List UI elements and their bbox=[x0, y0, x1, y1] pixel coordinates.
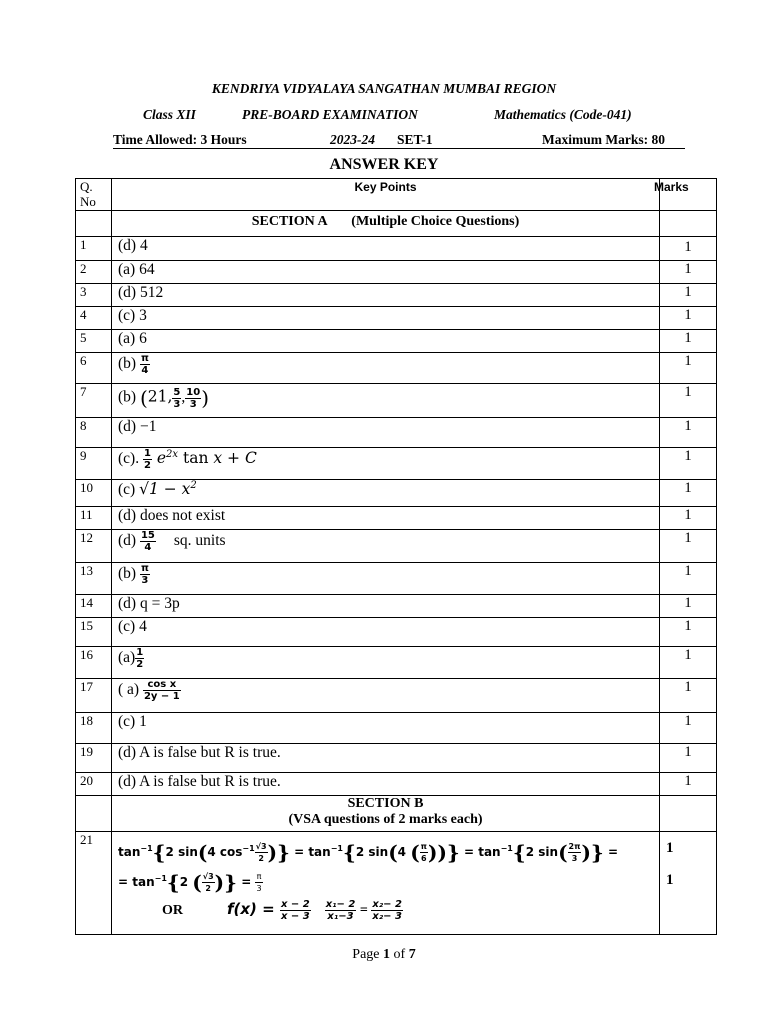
page-title: ANSWER KEY bbox=[329, 156, 439, 173]
section-a-heading: SECTION A (Multiple Choice Questions) bbox=[112, 211, 660, 237]
section-b-row bbox=[76, 796, 717, 832]
exam-label: PRE-BOARD EXAMINATION bbox=[242, 107, 418, 122]
answer: (c) 4 bbox=[112, 618, 660, 647]
table-row bbox=[76, 744, 717, 773]
question-number: 18 bbox=[76, 713, 112, 744]
answer: (d) −1 bbox=[112, 418, 660, 448]
answer: (c). $\frac{1}{2}$ $e^{2x}$ tan x + C bbox=[112, 448, 660, 480]
marks: 1 bbox=[660, 530, 717, 563]
marks: 1 bbox=[660, 418, 717, 448]
marks: 1 bbox=[660, 744, 717, 773]
answer: (c) 1 bbox=[112, 713, 660, 744]
answer: (b) $\frac{\pi}{4}$ bbox=[112, 353, 660, 384]
question-number: 15 bbox=[76, 618, 112, 647]
question-number: 5 bbox=[76, 330, 112, 353]
question-number: 6 bbox=[76, 353, 112, 384]
subject-label: Mathematics (Code-041) bbox=[494, 107, 632, 122]
question-number: 16 bbox=[76, 647, 112, 679]
marks: 1 bbox=[660, 307, 717, 330]
table-row bbox=[76, 595, 717, 618]
answer: (d) 512 bbox=[112, 284, 660, 307]
marks: 1 bbox=[660, 353, 717, 384]
question-number: 11 bbox=[76, 507, 112, 530]
question-number: 7 bbox=[76, 384, 112, 418]
question-number: 9 bbox=[76, 448, 112, 480]
answer: (a) $\frac{1}{2}$ bbox=[112, 647, 660, 679]
section-a-row bbox=[76, 211, 717, 237]
question-number: 1 bbox=[76, 237, 112, 261]
question-number: 21 bbox=[76, 832, 112, 935]
exam-year: 2023-24 bbox=[330, 132, 375, 147]
table-row bbox=[76, 261, 717, 284]
question-number: 12 bbox=[76, 530, 112, 563]
answer: (a) 64 bbox=[112, 261, 660, 284]
class-label: Class XII bbox=[143, 107, 196, 122]
marks: 1 bbox=[660, 595, 717, 618]
question-number: 14 bbox=[76, 595, 112, 618]
question-number: 10 bbox=[76, 480, 112, 507]
marks: 1 bbox=[660, 647, 717, 679]
table-row bbox=[76, 480, 717, 507]
answer-q21: $\tan^{-1}\{2$ sin(4 $\cos^{-1}$ $\frac{√3}{2}$ )} = $\tan^{-1}\{2$ sin(4 ( $\frac{\pi}{6}$ ))} = $\tan^{-1}\{2$ sin( $\frac{2\pi}{3}$ )} = = $\tan^{-1}\{2$ ( $\frac{√3}{2}$ )} = $\frac{\pi}{3}$ OR f(x) = $\frac{x - 2}{x - 3}$ $\frac{\text{x₁− 2}}{\text{x₁−3}}$ = $\frac{\text{x₂− 2}}{\text{x₂− 3}}$ bbox=[112, 832, 660, 935]
table-row bbox=[76, 353, 717, 384]
answer: (a) 6 bbox=[112, 330, 660, 353]
table-row bbox=[76, 563, 717, 595]
table-header-row bbox=[76, 179, 717, 211]
school-heading: KENDRIYA VIDYALAYA SANGATHAN MUMBAI REGION bbox=[211, 81, 557, 96]
answer: (d) A is false but R is true. bbox=[112, 744, 660, 773]
table-row bbox=[76, 773, 717, 796]
table-row bbox=[76, 530, 717, 563]
section-b-heading: SECTION B bbox=[347, 796, 424, 811]
marks: 1 bbox=[660, 384, 717, 418]
table-row bbox=[76, 307, 717, 330]
question-number: 13 bbox=[76, 563, 112, 595]
marks: 1 bbox=[660, 713, 717, 744]
marks: 1 bbox=[660, 618, 717, 647]
answer: (b) (21, $\frac{5}{3}$ , $\frac{10}{3}$ ) bbox=[112, 384, 660, 418]
marks: 1 bbox=[660, 563, 717, 595]
marks: 1 bbox=[660, 448, 717, 480]
col-qno: Q. bbox=[80, 179, 93, 194]
table-row bbox=[76, 618, 717, 647]
marks: 1 bbox=[660, 679, 717, 713]
answer: (d) A is false but R is true. bbox=[112, 773, 660, 796]
marks: 1 bbox=[660, 480, 717, 507]
answer: (c) $√1 - x^2$ bbox=[112, 480, 660, 507]
table-row bbox=[76, 237, 717, 261]
marks: 1 bbox=[660, 237, 717, 261]
col-key-points: Key Points bbox=[354, 180, 417, 194]
answer-key-table bbox=[75, 178, 717, 935]
or-label: OR bbox=[162, 903, 183, 918]
table-row bbox=[76, 507, 717, 530]
answer: (d) q = 3p bbox=[112, 595, 660, 618]
col-qno-2: No bbox=[80, 194, 96, 209]
marks: 1 bbox=[660, 773, 717, 796]
col-marks: Marks bbox=[654, 180, 689, 194]
table-row bbox=[76, 384, 717, 418]
marks: 1 bbox=[660, 330, 717, 353]
fraction: $\frac{\pi}{4}$ bbox=[140, 353, 149, 376]
question-number: 20 bbox=[76, 773, 112, 796]
question-number: 17 bbox=[76, 679, 112, 713]
set-label: SET-1 bbox=[397, 132, 433, 147]
answer: (d) $\frac{15}{4}$ sq. units bbox=[112, 530, 660, 563]
table-row bbox=[76, 647, 717, 679]
answer: ( a) $\frac{\text{cos x}}{2y - 1}$ bbox=[112, 679, 660, 713]
table-row bbox=[76, 284, 717, 307]
max-marks: Maximum Marks: 80 bbox=[542, 132, 665, 147]
section-b-subheading: (VSA questions of 2 marks each) bbox=[288, 812, 483, 827]
question-number: 3 bbox=[76, 284, 112, 307]
marks: 1 bbox=[660, 284, 717, 307]
answer: (d) does not exist bbox=[112, 507, 660, 530]
table-row bbox=[76, 418, 717, 448]
marks: 1 bbox=[660, 507, 717, 530]
answer: (c) 3 bbox=[112, 307, 660, 330]
table-row bbox=[76, 448, 717, 480]
page-footer: Page 1 of 7 bbox=[352, 947, 416, 962]
question-number: 8 bbox=[76, 418, 112, 448]
table-row bbox=[76, 330, 717, 353]
marks-q21: 1 1 bbox=[660, 832, 717, 935]
table-row bbox=[76, 679, 717, 713]
question-number: 4 bbox=[76, 307, 112, 330]
marks: 1 bbox=[660, 261, 717, 284]
header-rule bbox=[113, 148, 685, 149]
answer: (b) $\frac{\pi}{3}$ bbox=[112, 563, 660, 595]
answer: (d) 4 bbox=[112, 237, 660, 261]
question-number: 19 bbox=[76, 744, 112, 773]
question-number: 2 bbox=[76, 261, 112, 284]
table-row-q21 bbox=[76, 832, 717, 935]
table-row bbox=[76, 713, 717, 744]
time-allowed: Time Allowed: 3 Hours bbox=[113, 132, 247, 147]
